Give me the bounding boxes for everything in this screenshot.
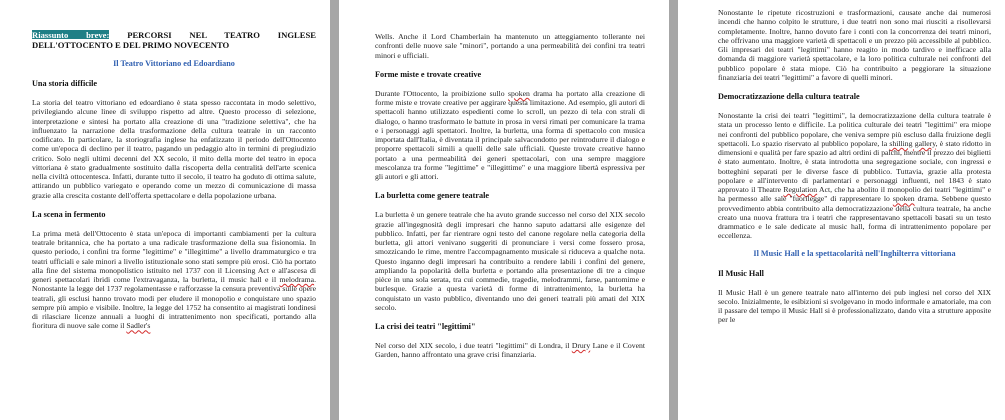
title-highlight[interactable]: Riassunto breve: bbox=[32, 30, 110, 40]
text-run: La prima metà dell'Ottocento è stata un'epoca di importanti cambiamenti per la cultura teatrale britannica, che ha portato a una radicale trasformazione della sua fisionomia. In questo periodo, i confini tra forme "legittime" e "illegittime" a livello drammaturgico e tra teatri ufficiali e sale minori a livello istituzionale sono stati sempre più erosi. Ciò ha portato alla fine del sistema monopolistico istituito nel 1737 con il Licensing Act e all'ascesa di generi spettacolari ibridi come l'extravaganza, la burletta, il music hall e il bbox=[32, 228, 316, 284]
title-text: PERCORSI NEL TEATRO INGLESE DELL'OTTOCENTO E DEL PRIMO NOVECENTO bbox=[32, 30, 316, 50]
spellcheck-word[interactable]: melodrama bbox=[279, 275, 315, 284]
paragraph-crisi bbox=[375, 341, 645, 360]
paragraph-burletta: La burletta è un genere teatrale che ha avuto grande successo nel corso del XIX secolo grazie all'ingegnosità degli impresari che hanno saputo adattarsi alle esigenze del pubblico. Infatti, per far rientrare ogni testo del canone regolare nella categoria della burletta, gli attori venivano suggeriti di pronunciare i versi come fossero prosa, smozzicando le rime, mentre l'accompagnamento musicale si riduceva a qualche nota. Questo inganno degli impresari ha contribuito a rendere labili i confini del genere, ampliando la popolarità della burletta e portando alla presentazione di tre a cinque pièce in una sola serata, tra cui commedie, tragedie, melodrammi, farse, pantomime e burlesque. Grazie a questa varietà di forme di intrattenimento, la burletta ha conquistato un vasto pubblico, diventando uno dei generi teatrali più amati del XIX secolo. bbox=[375, 210, 645, 312]
heading-music-hall: Il Music Hall bbox=[718, 268, 764, 278]
text-run: Act, che ha abolito il monopolio dei teatri "legittimi" e ha permesso alle sale "fuorilegge" di rappresentare lo bbox=[718, 185, 991, 204]
spellcheck-word[interactable]: Regulation bbox=[783, 185, 818, 194]
paragraph-fermento bbox=[32, 229, 316, 331]
paragraph-wells: Wells. Anche il Lord Chamberlain ha mantenuto un atteggiamento tollerante nei confronti delle nuove sale "minori", portando a una permeabilità dei confini tra teatri minori e ufficiali. bbox=[375, 32, 645, 60]
paragraph-democratizzazione bbox=[718, 111, 991, 241]
heading-crisi: La crisi dei teatri "legittimi" bbox=[375, 322, 476, 331]
spellcheck-word[interactable]: Drury bbox=[571, 341, 591, 350]
heading-forme-miste: Forme miste e trovate creative bbox=[375, 69, 482, 79]
heading-storia-difficile: Una storia difficile bbox=[32, 79, 98, 88]
text-run: drama ha portato alla creazione di forme miste e trovate creative per aggirare questa limitazione. Ad esempio, gli autori di spettacoli hanno utilizzato espedienti come lo scroll, un pezzo di tela con strali di dialogo, o hanno trasformato le battute in prosa in versi rimati per comunicare la trama e i personaggi agli spettatori. Inoltre, la burletta, una forma di spettacolo con musica importata dall'Italia, è diventata il principale salvacondotto per reintrodurre il dialogo e proporre spettacoli simili a quelli delle sale ufficiali. Queste trovate creative hanno portato a una permeabilità dei generi spettacolari, con una sempre maggiore mescolanza tra forme "legittime" e "illegittime" e una maggiore libertà espressiva per gli autori e gli attori. bbox=[375, 88, 645, 181]
paragraph-forme bbox=[375, 89, 645, 182]
text-run: drama. Sebbene questo provvedimento abbia contribuito alla democratizzazione della cultura teatrale, ha anche creato una nuova frattura tra i teatri che rappresentavano spettacoli basati su un testo drammatico e le sale dedicate al music hall, forma di intrattenimento popolare per eccellenza. bbox=[718, 194, 991, 241]
heading-burletta: La burletta come genere teatrale bbox=[375, 191, 489, 201]
text-run: , è stato ridotto in dimensioni e qualità per fare spazio ad altri ordini di palchi, mentre il prezzo dei biglietti è stato aumentato. Inoltre, è stata introdotta una segregazione sociale, con ingressi e botteghini separati per le diverse fasce di pubblico. Tuttavia, grazie alla protesta popolare e all'intervento di parlamentari e personaggi influenti, nel 1843 è stato approvato il Theatre bbox=[718, 138, 991, 194]
section-heading-victorian: Il Teatro Vittoriano ed Edoardiano bbox=[113, 59, 235, 68]
heading-democratizzazione: Democratizzazione della cultura teatrale bbox=[718, 92, 860, 101]
spellcheck-word[interactable]: shilling gallery bbox=[889, 138, 936, 148]
paragraph-ricostruzioni: Nonostante le ripetute ricostruzioni e trasformazioni, causate anche dai numerosi incendi che hanno colpito le strutture, i due teatri non sono mai riusciti a risollevarsi completamente. Inoltre, hanno dovuto fare i conti con la concorrenza dei teatri minori, che offrivano una maggiore varietà di spettacoli e un prezzo più accessibile al pubblico. Gli impresari dei teatri "legittimi" hanno reagito in modo tardivo e inefficace alla domanda di maggiore varietà spettacolare, e la loro politica culturale nei confronti del pubblico popolare è stata miope. Ciò ha contribuito a peggiorare la situazione finanziaria dei teatri "legittimi" a favore di quelli minori. bbox=[718, 8, 991, 82]
heading-scena-fermento: La scena in fermento bbox=[32, 209, 106, 219]
page-gap-left bbox=[330, 0, 339, 420]
document-page-1[interactable] bbox=[0, 0, 330, 420]
spellcheck-word[interactable]: Sadler's bbox=[126, 321, 151, 331]
text-run: Lane e il Covent Garden, hanno affrontato una grave crisi finanziaria. bbox=[375, 341, 645, 360]
text-run: Durante l'Ottocento, la proibizione sullo bbox=[375, 88, 509, 98]
text-run: . Nonostante la legge del 1737 regolamentasse e rafforzasse la censura preventiva sulle opere teatrali, gli esclusi hanno trovato modi per eludere il monopolio e conquistare uno spazio sempre più ampio e visibile. Inoltre, la legge del 1752 ha consentito ai magistrati londinesi di rilasciare licenze annuali a luoghi di intrattenimento non specificati, portando alla fioritura di nuove sale come il bbox=[32, 275, 316, 331]
paragraph-storia: La storia del teatro vittoriano ed edoardiano è stata spesso raccontata in modo selettivo, privilegiando alcune linee di sviluppo rispetto ad altre. Questo processo di selezione, interpretazione e sintesi ha portato alla creazione di una "tradizione selettiva", che ha influenzato la narrazione della trasformazione della cultura teatrale in un racconto codificato. In particolare, la storiografia inglese ha enfatizzato il periodo dell'Ottocento come un'epoca di declino per il teatro, pagando un pedaggio alto in termini di pregiudizio critico. Solo negli ultimi decenni del XX secolo, il mito della morte del teatro in epoca vittoriana è stato gradualmente sostituito dalla riscoperta della centralità dell'arte scenica nella civiltà ottocentesca. Infatti, durante tutto il secolo, il teatro ha goduto di ottima salute, attirando un pubblico variegato e operando come un mezzo di comunicazione di massa grazie alla crescita costante dell'offerta spettacolare e della popolazione urbana. bbox=[32, 98, 316, 200]
page-gap-right bbox=[669, 0, 678, 420]
document-title bbox=[32, 30, 316, 50]
paragraph-music-hall: Il Music Hall è un genere teatrale nato all'interno dei pub inglesi nel corso del XIX secolo. Inizialmente, le esibizioni si svolgevano in modo informale e amatoriale, ma con il passare del tempo il Music Hall si è professionalizzato, dando vita a strutture apposite per le bbox=[718, 287, 991, 325]
spellcheck-word[interactable]: spoken bbox=[892, 194, 915, 204]
section-heading-music-hall: Il Music Hall e la spettacolarità nell'Inghilterra vittoriana bbox=[753, 248, 956, 258]
document-page-2[interactable] bbox=[339, 0, 669, 420]
document-page-3[interactable] bbox=[678, 0, 1005, 420]
spellcheck-word[interactable]: spoken bbox=[508, 88, 530, 98]
text-run: Nel corso del XIX secolo, i due teatri "legittimi" di Londra, il bbox=[375, 341, 572, 350]
text-run: Nonostante la crisi dei teatri "legittimi", la democratizzazione della cultura teatrale è stata un processo lento e difficile. La politica culturale dei teatri "legittimi" era miope nei confronti del pubblico popolare, che veniva sempre più escluso dalla fruizione degli spettacoli. Lo spazio riservato al pubblico popolare, la bbox=[718, 111, 991, 148]
